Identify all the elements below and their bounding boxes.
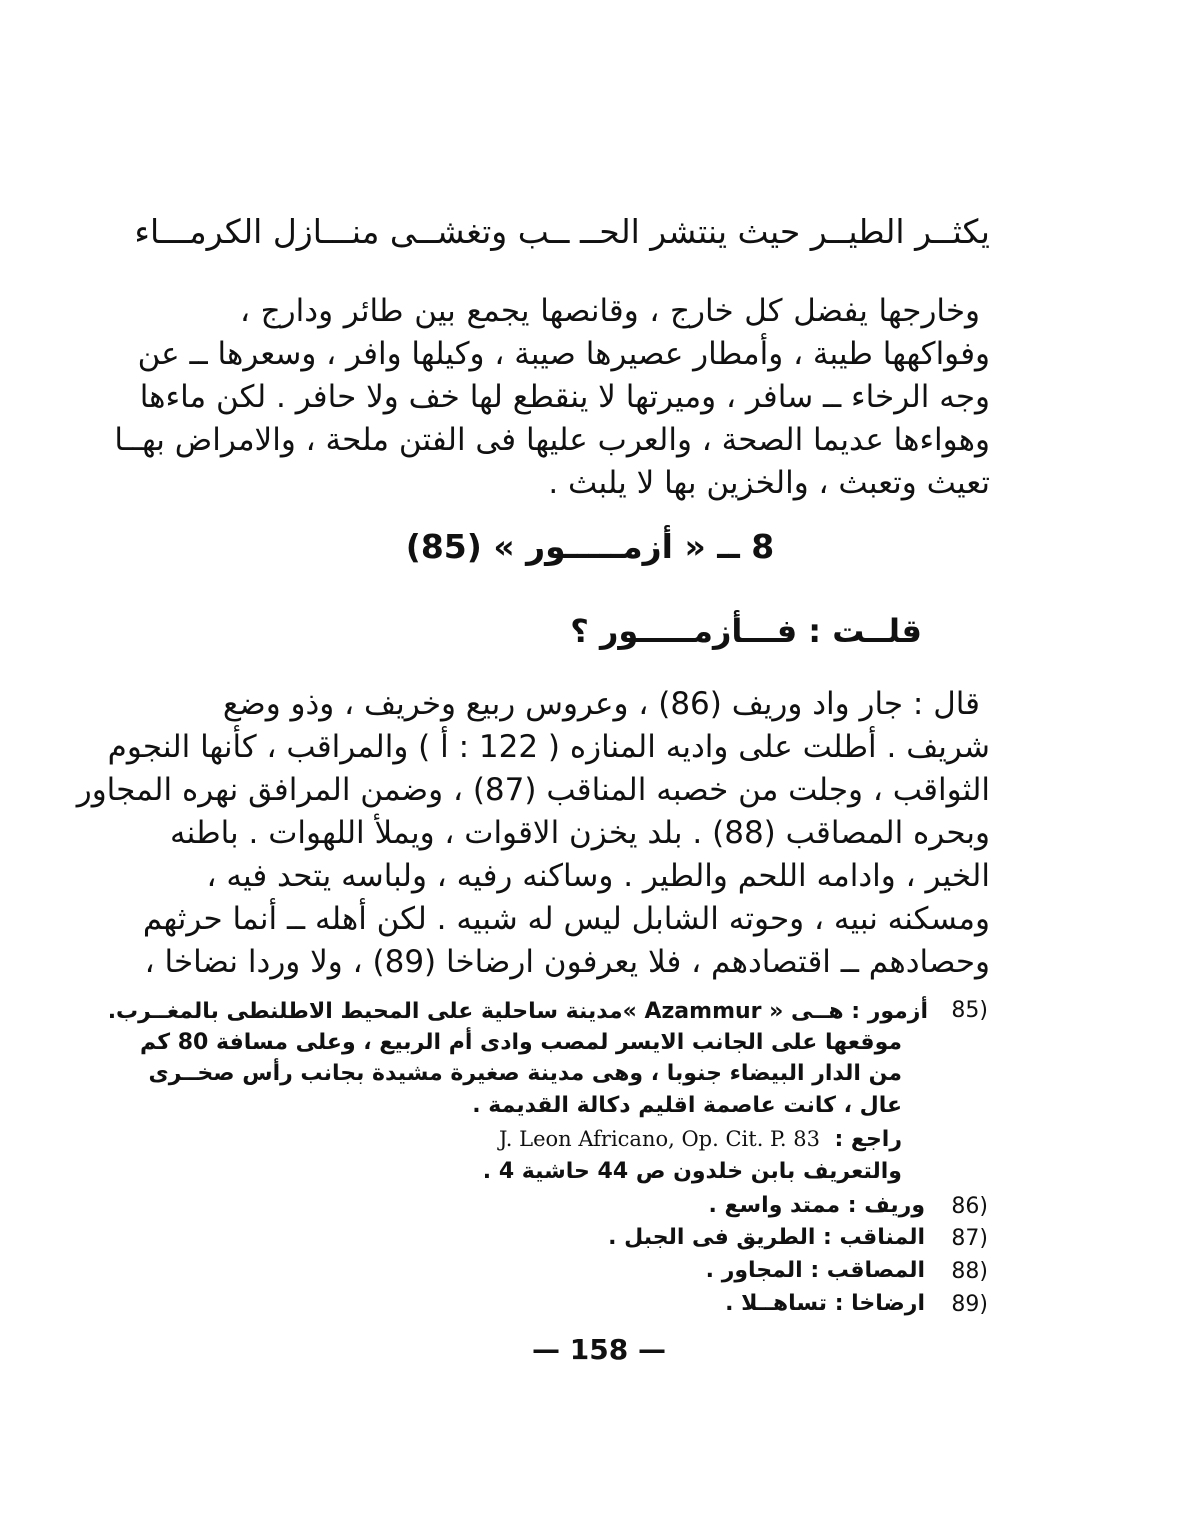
- footnote-line: المصاقب : المجاور .: [705, 1258, 925, 1283]
- paragraph2-line: قال : جار واد وريف (86) ، وعروس ربيع وخريف ، وذو وضع: [222, 686, 980, 722]
- footnote-line: وريف : ممتد واسع .: [708, 1193, 925, 1218]
- paragraph2-line: وبحره المصاقب (88) . بلد يخزن الاقوات ، ويملأ اللهوات . باطنه: [169, 815, 990, 851]
- section-heading: 8 ــ « أزمـــــور » (85): [405, 527, 775, 566]
- paragraph1-line: تعيث وتعبث ، والخزين بها لا يلبث .: [548, 465, 990, 501]
- paragraph1-line: وخارجها يفضل كل خارج ، وقانصها يجمع بين طائر ودارج ،: [240, 293, 980, 329]
- footnote-number: 87): [951, 1226, 988, 1251]
- footnote-number: 89): [951, 1292, 988, 1317]
- footnote-line: أزمور : هــى « Azammur »مدينة ساحلية على المحيط الاطلنطى بالمغــرب.: [107, 999, 928, 1024]
- paragraph1-line: وجه الرخاء ــ سافر ، وميرتها لا ينقطع لها خف ولا حافر . لكن ماءها: [139, 379, 990, 415]
- footnote-ref-line: والتعريف بابن خلدون ص 44 حاشية 4 .: [482, 1159, 902, 1184]
- footnote-line: المناقب : الطريق فى الجبل .: [608, 1225, 925, 1250]
- paragraph2-line: شريف . أطلت على واديه المنازه ( 122 : أ ) والمراقب ، كأنها النجوم: [107, 729, 990, 765]
- footnote-line: موقعها على الجانب الايسر لمصب وادى أم الربيع ، وعلى مسافة 80 كم: [140, 1030, 902, 1055]
- page-number: — 158 —: [532, 1333, 666, 1366]
- verse-line: يكثــر الطيــر حيث ينتشر الحــ ــب وتغشــى منـــازل الكرمـــاء: [134, 212, 990, 251]
- footnote-ref-label: راجع :: [834, 1127, 902, 1152]
- footnote-number: 88): [951, 1259, 988, 1284]
- paragraph1-line: وفواكهها طيبة ، وأمطار عصيرها صيبة ، وكيلها وافر ، وسعرها ــ عن: [137, 336, 990, 372]
- paragraph2-line: الخير ، وادامه اللحم والطير . وساكنه رفيه ، ولباسه يتحد فيه ،: [206, 858, 990, 894]
- footnote-number: 85): [951, 998, 988, 1023]
- footnote-ref-text: J. Leon Africano, Op. Cit. P. 83: [498, 1127, 820, 1151]
- footnote-number: 86): [951, 1194, 988, 1219]
- paragraph2-line: ومسكنه نبيه ، وحوته الشابل ليس له شبيه . لكن أهله ــ أنما حرثهم: [142, 901, 990, 937]
- footnote-line: عال ، كانت عاصمة اقليم دكالة القديمة .: [472, 1093, 902, 1118]
- paragraph1-line: وهواءها عديما الصحة ، والعرب عليها فى الفتن ملحة ، والامراض بهــا: [114, 422, 990, 458]
- footnote-line: ارضاخا : تساهــلا .: [725, 1291, 925, 1316]
- question-line: قلــت : فـــأزمـــــور ؟: [570, 612, 922, 650]
- paragraph2-line: وحصادهم ــ اقتصادهم ، فلا يعرفون ارضاخا (89) ، ولا وردا نضاخا ،: [144, 944, 990, 980]
- paragraph2-line: الثواقب ، وجلت من خصبه المناقب (87) ، وضمن المرافق نهره المجاور: [76, 772, 990, 808]
- footnote-line: من الدار البيضاء جنوبا ، وهى مدينة صغيرة مشيدة بجانب رأس صخــرى: [148, 1061, 902, 1086]
